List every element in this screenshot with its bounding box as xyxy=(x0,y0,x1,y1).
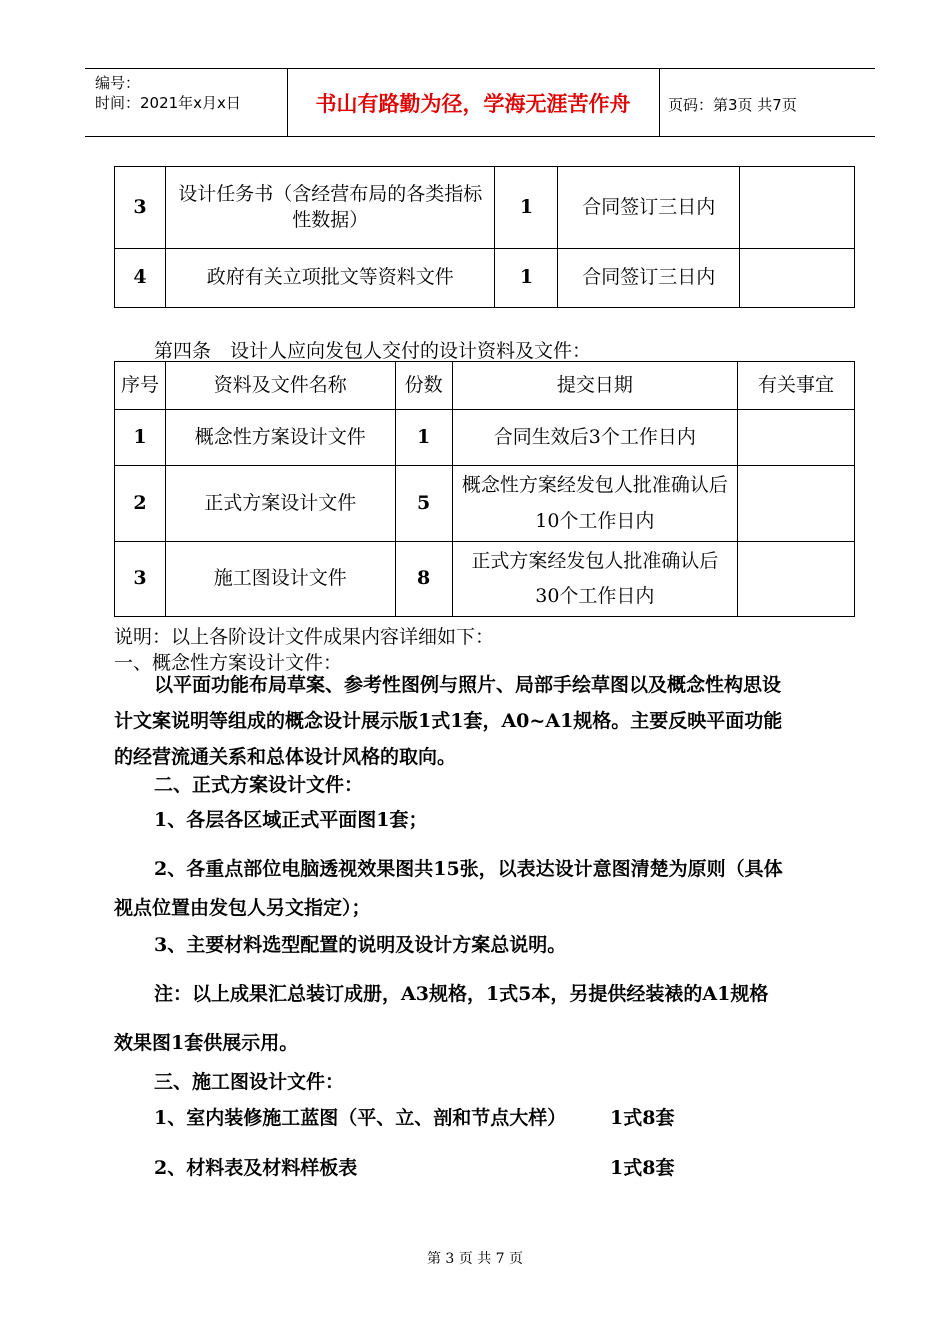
table-row xyxy=(115,466,855,542)
submit-date: 概念性方案经发包人批准确认后10个工作日内 xyxy=(452,466,738,542)
notes xyxy=(740,167,855,249)
section-3-item-quantity: 1式8套 xyxy=(610,1157,675,1179)
submit-date: 合同生效后3个工作日内 xyxy=(452,410,738,466)
section-2-title: 二、正式方案设计文件： xyxy=(154,774,364,796)
section-2-item: 3、主要材料选型配置的说明及设计方案总说明。 xyxy=(154,934,567,956)
row-number: 4 xyxy=(115,249,166,308)
copies: 1 xyxy=(395,410,452,466)
section-3-title: 三、施工图设计文件： xyxy=(154,1071,345,1093)
section-1-paragraph: 以平面功能布局草案、参考性图例与照片、局部手绘草图以及概念性构思设 xyxy=(154,674,782,696)
row-number: 2 xyxy=(115,466,166,542)
copies: 1 xyxy=(495,167,558,249)
section-3-item: 1、室内装修施工蓝图（平、立、剖和节点大样） xyxy=(154,1107,567,1129)
note-text: 效果图1套供展示用。 xyxy=(114,1032,299,1054)
section-1-paragraph: 的经营流通关系和总体设计风格的取向。 xyxy=(114,746,457,768)
header-page-info: 页码：第3页 共7页 xyxy=(668,96,797,114)
document-name: 政府有关立项批文等资料文件 xyxy=(165,249,495,308)
document-number-label: 编号： xyxy=(95,74,141,92)
copies: 1 xyxy=(495,249,558,308)
table-row xyxy=(115,542,855,617)
explanation-text: 说明：以上各阶设计文件成果内容详细如下： xyxy=(114,626,495,648)
section-2-item: 1、各层各区域正式平面图1套； xyxy=(154,809,428,831)
table-row xyxy=(115,167,855,249)
header-copies: 份数 xyxy=(395,362,452,410)
document-name: 正式方案设计文件 xyxy=(165,466,395,542)
deliverables-table xyxy=(114,361,855,617)
requirements-table xyxy=(114,166,855,308)
submit-date: 正式方案经发包人批准确认后30个工作日内 xyxy=(452,542,738,617)
copies: 5 xyxy=(395,466,452,542)
section-3-item: 2、材料表及材料样板表 xyxy=(154,1157,358,1179)
note-text: 注：以上成果汇总装订成册，A3规格，1式5本，另提供经装裱的A1规格 xyxy=(154,983,769,1005)
article-4-title: 第四条 设计人应向发包人交付的设计资料及文件： xyxy=(154,340,592,362)
document-name: 施工图设计文件 xyxy=(165,542,395,617)
table-row xyxy=(115,410,855,466)
header-name: 资料及文件名称 xyxy=(165,362,395,410)
table-row xyxy=(115,249,855,308)
document-name: 概念性方案设计文件 xyxy=(165,410,395,466)
section-1-title: 一、概念性方案设计文件： xyxy=(114,652,343,674)
header-motto: 书山有路勤为径，学海无涯苦作舟 xyxy=(315,92,631,116)
header-notes: 有关事宜 xyxy=(738,362,855,410)
header-top-rule xyxy=(85,68,875,69)
table-header-row xyxy=(115,362,855,410)
page-footer: 第 3 页 共 7 页 xyxy=(426,1251,524,1267)
section-3-item-quantity: 1式8套 xyxy=(610,1107,675,1129)
notes xyxy=(740,249,855,308)
row-number: 1 xyxy=(115,410,166,466)
section-1-paragraph: 计文案说明等组成的概念设计展示版1式1套，A0~A1规格。主要反映平面功能 xyxy=(114,710,783,732)
submit-date: 合同签订三日内 xyxy=(558,167,740,249)
copies: 8 xyxy=(395,542,452,617)
section-2-item: 视点位置由发包人另文指定）； xyxy=(114,897,371,919)
notes xyxy=(738,466,855,542)
notes xyxy=(738,542,855,617)
section-2-item: 2、各重点部位电脑透视效果图共15张，以表达设计意图清楚为原则（具体 xyxy=(154,858,783,880)
header-seq: 序号 xyxy=(115,362,166,410)
header-date: 提交日期 xyxy=(452,362,738,410)
header-divider-right xyxy=(659,68,660,136)
document-time-label: 时间：2021年x月x日 xyxy=(95,94,241,112)
header-bottom-rule xyxy=(85,136,875,137)
row-number: 3 xyxy=(115,167,166,249)
submit-date: 合同签订三日内 xyxy=(558,249,740,308)
document-name: 设计任务书（含经营布局的各类指标性数据） xyxy=(165,167,495,249)
row-number: 3 xyxy=(115,542,166,617)
notes xyxy=(738,410,855,466)
